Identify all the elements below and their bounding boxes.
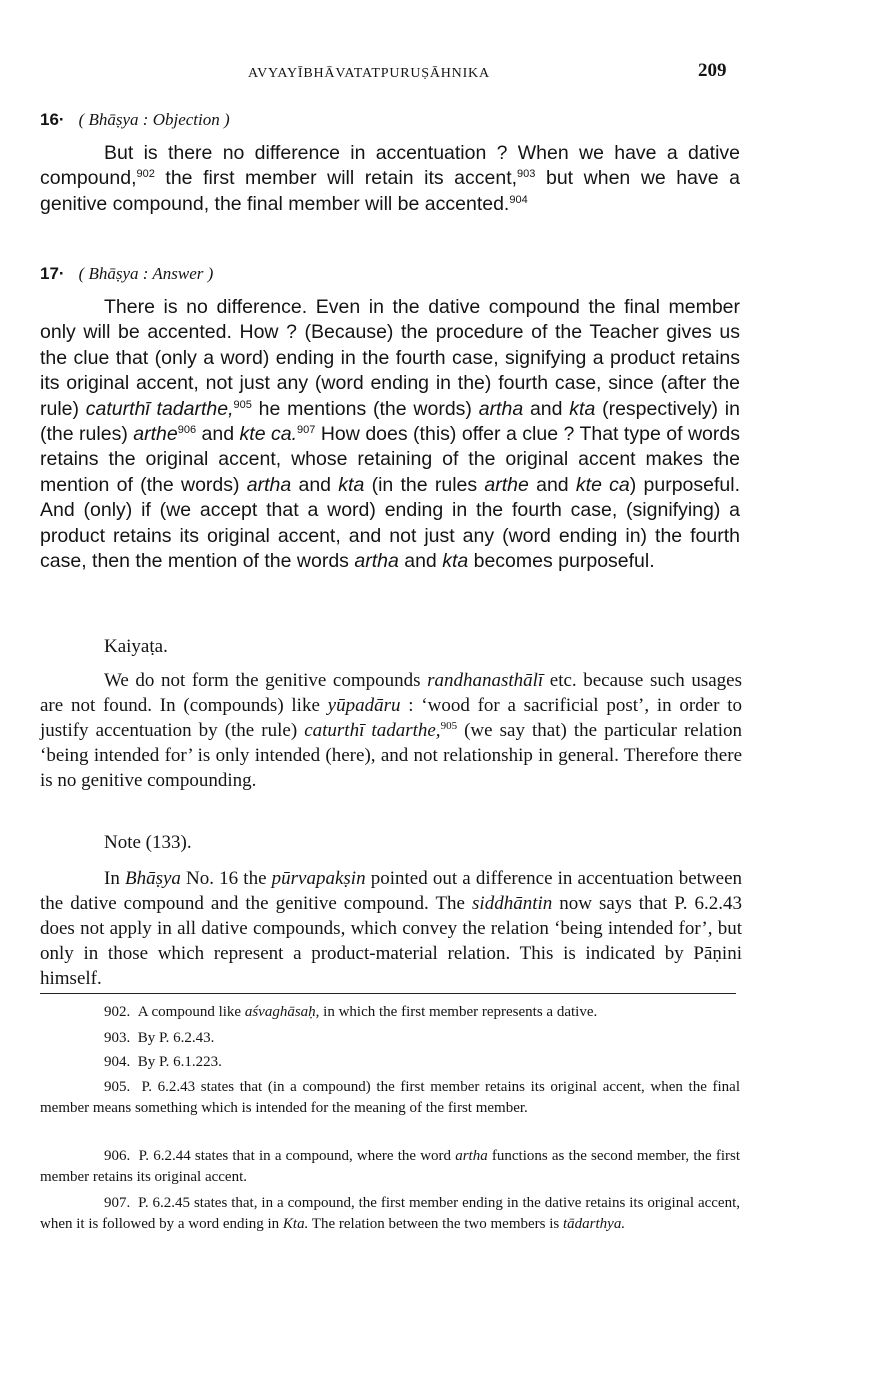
note-label: Note (133). — [104, 832, 192, 853]
footnote-ref: 906 — [177, 424, 197, 437]
footnote-904: 904. By P. 6.1.223. — [104, 1054, 222, 1070]
note-paragraph: In Bhāṣya No. 16 the pūrvapakṣin pointed out a difference in accentuation between the dative compound and the genitive compound. The siddhāntin now says that P. 6.2.43 does not apply in all dative compounds, which convey the relation ‘being intended for’, but only in those which represent a product-material relation. This is indicated by Pāṇini himself. — [40, 868, 743, 989]
kaiyata-label: Kaiyaṭa. — [104, 636, 168, 657]
section-16-paragraph: But is there no difference in accentuation ? When we have a dative compound,$^{902}$ the first member will retain its accent,$^{903}$ but when we have a genitive compound, the final member will be accented.$^{904}$ — [40, 142, 740, 215]
footnote-905: 905. P. 6.2.43 states that (in a compound) the first member retains its original accent, when the final member means something which is intended for the meaning of the first member. — [40, 1079, 741, 1116]
footnote-divider — [40, 993, 736, 994]
footnote-902: 902. A compound like aśvaghāsaḥ, in which the first member represents a dative. — [104, 1004, 598, 1020]
footnote-ref: 902 — [136, 168, 155, 181]
section-title: ( Bhāṣya : Objection ) — [78, 110, 230, 129]
page-number: 209 — [698, 60, 727, 81]
footnote-906: 906. P. 6.2.44 states that in a compound, where the word artha functions as the second member, the first member retains its original accent. — [40, 1148, 740, 1185]
footnote-ref: 903 — [517, 168, 536, 181]
running-header: AVYAYĪBHĀVATATPURUṢĀHNIKA — [248, 66, 490, 81]
section-title: ( Bhāṣya : Answer ) — [78, 264, 214, 283]
footnote-903: 903. By P. 6.2.43. — [104, 1030, 215, 1046]
section-number: 16· — [40, 110, 65, 129]
footnote-ref: 907 — [297, 424, 316, 437]
section-17-heading — [40, 264, 213, 284]
footnote-ref: 905 — [233, 398, 252, 411]
kaiyata-paragraph: We do not form the genitive compounds randhanasthālī etc. because such usages are not found. In (compounds) like yūpadāru : ‘wood for a sacrificial post’, in order to justify accentuation by (the rule) caturthī tadarthe,$^{905}$ (we say that) the particular relation ‘being intended for’ is only intended (here), and not relationship in general. Therefore there is no genitive compounding. — [40, 670, 742, 791]
section-17-paragraph: There is no difference. Even in the dative compound the final member only will be accented. How ? (Because) the procedure of the Teacher gives us the clue that (only a word) ending in the fourth case, signifying a product retains its original accent, not just any (word ending in the) fourth case, since (after the rule) caturthī tadarthe,$^{905}$ he mentions (the words) artha and kta (respectively) in (the rules) arthe$^{906}$ and kte ca.$^{907}$ How does (this) offer a clue ? That type of words retains the original accent, whose retaining of the original accent makes the mention of (the words) artha and kta (in the rules arthe and kte ca) purposeful. And (only) if (we accept that a word) ending in the fourth case, (signifying) a product retains its original accent, and not just any (word ending in) the fourth case, then the mention of the words artha and kta becomes purposeful. — [40, 296, 741, 573]
footnote-ref: 905 — [440, 720, 458, 732]
section-16-heading — [40, 110, 230, 130]
footnote-907: 907. P. 6.2.45 states that, in a compound, the first member ending in the dative retains its original accent, when it is followed by a word ending in Kta. The relation between the two members is tādarthya. — [40, 1195, 741, 1232]
footnote-ref: 904 — [509, 193, 528, 206]
section-number: 17· — [40, 264, 65, 283]
